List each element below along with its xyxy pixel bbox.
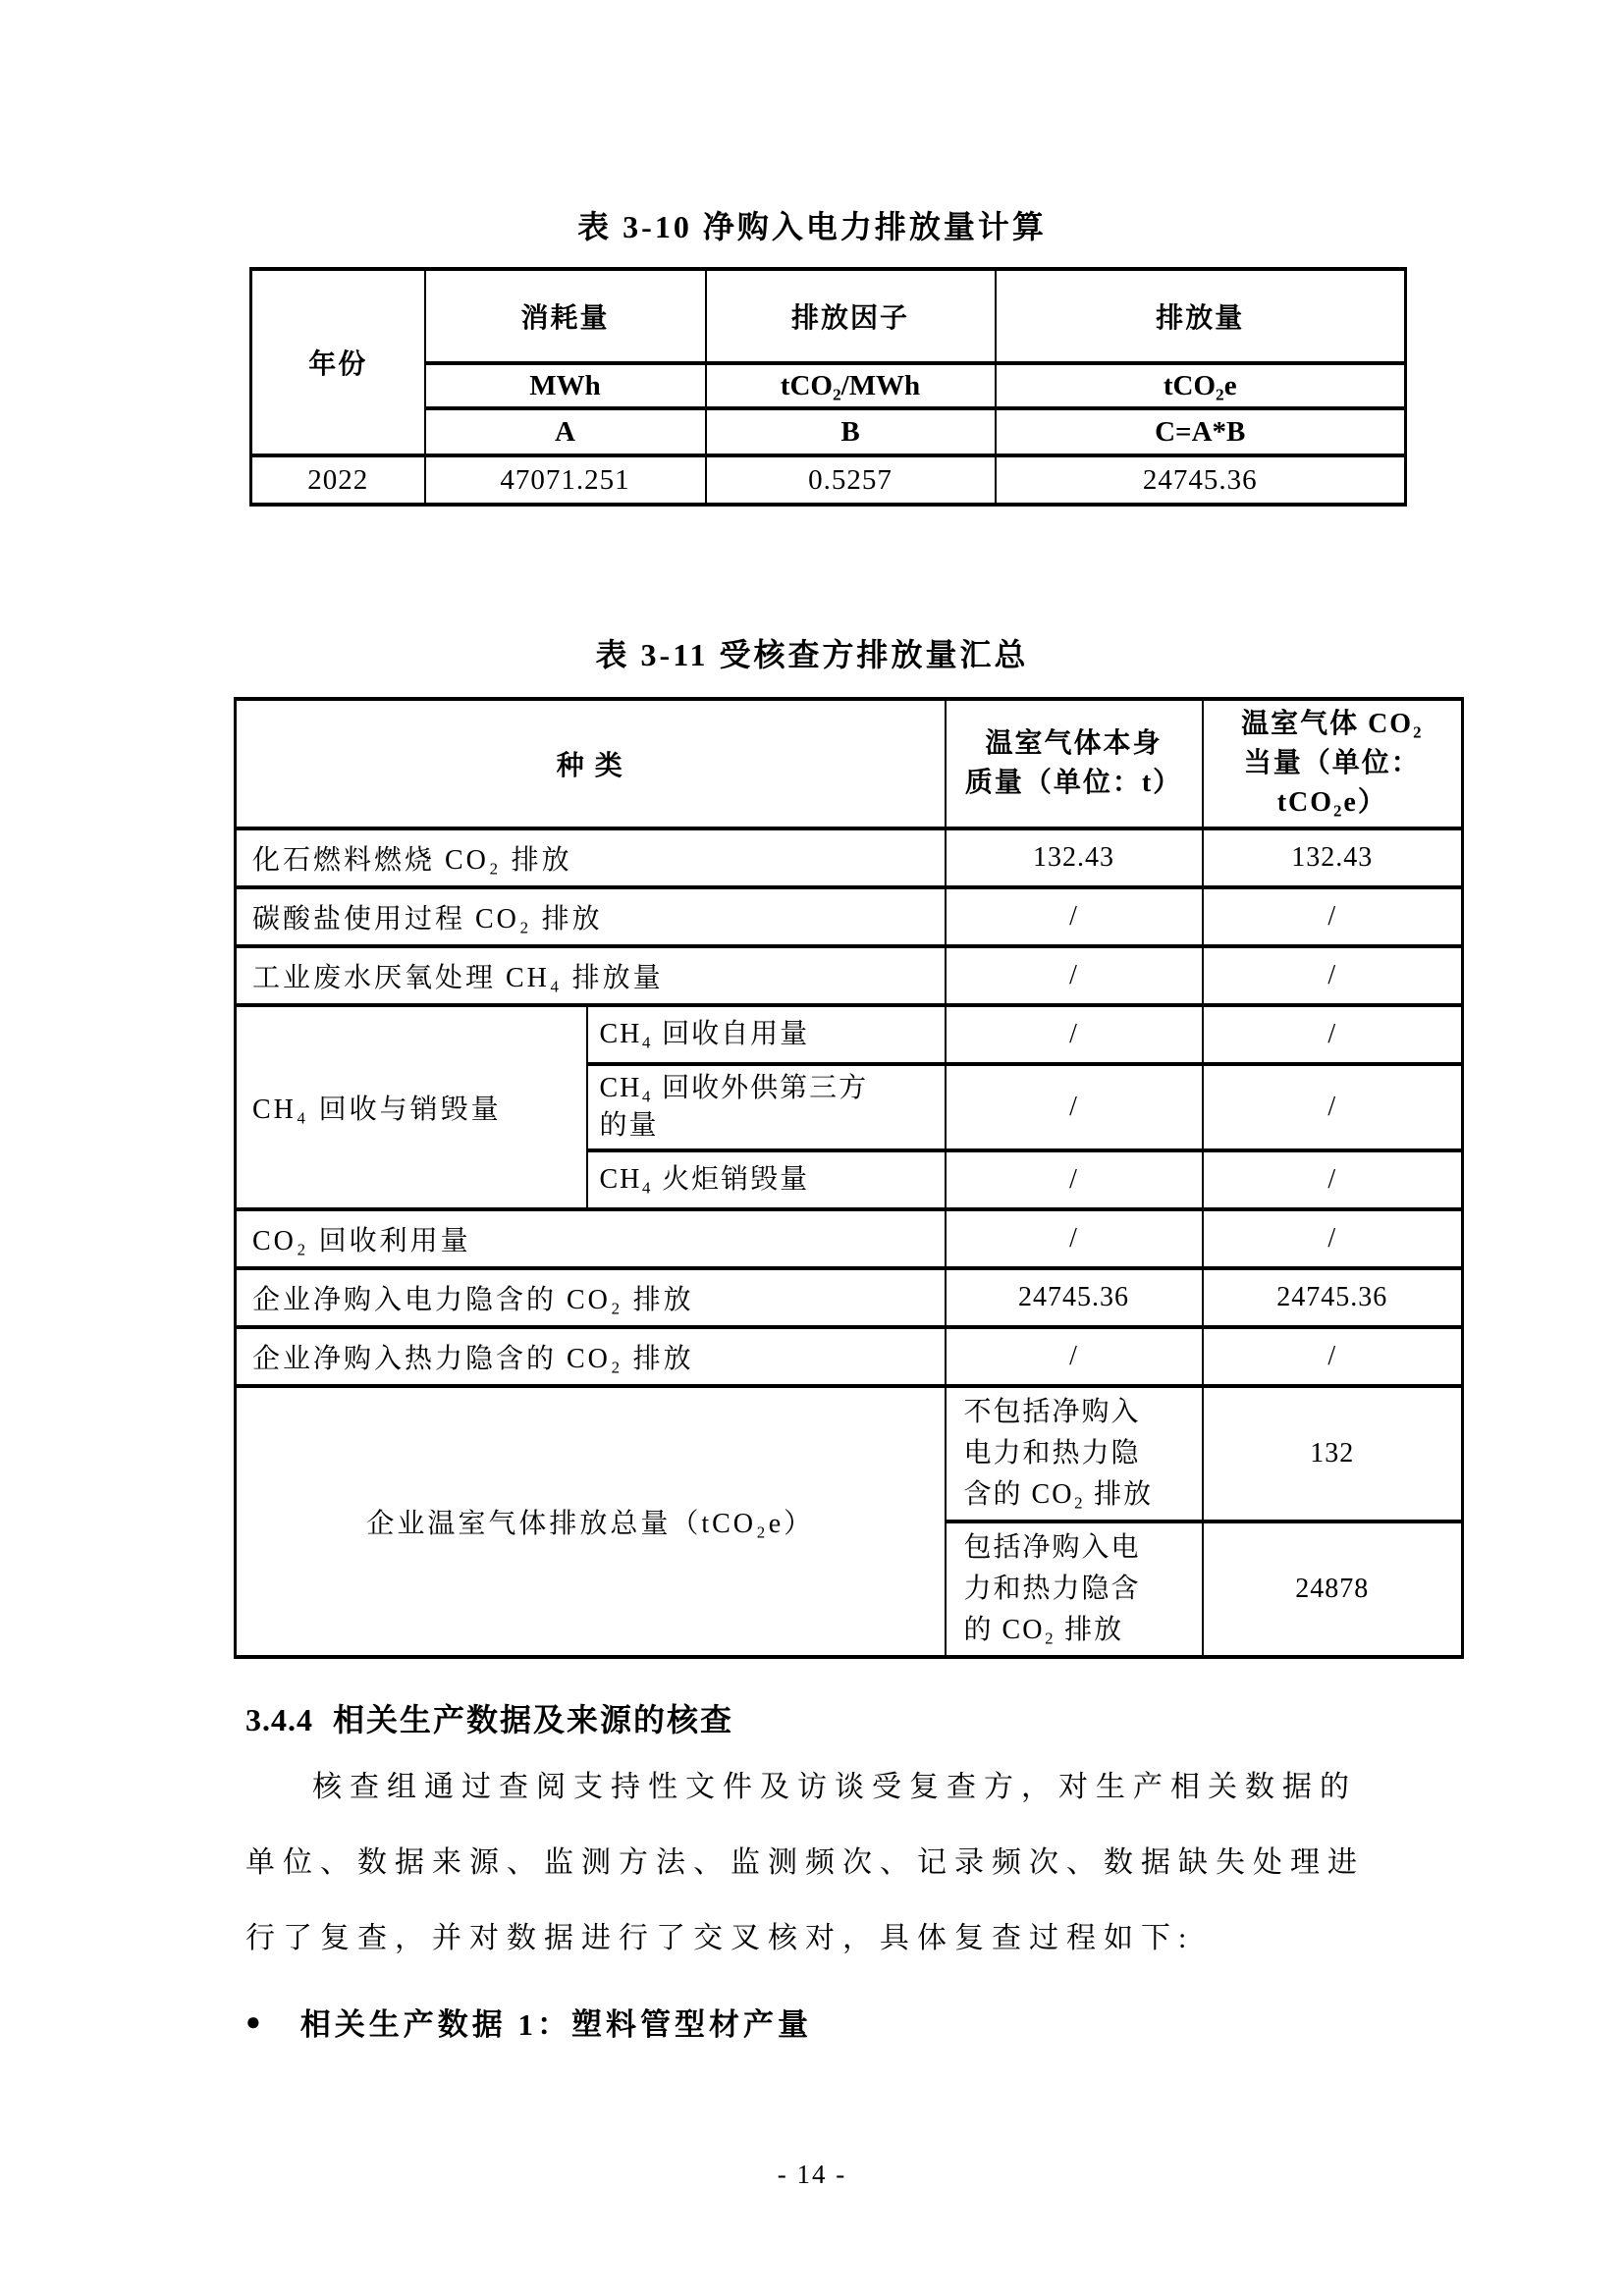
total-breakdown-label [946,1386,1203,1522]
gas-mass-header-line: 质量（单位：t） [964,768,1183,798]
emission-formula: C=A*B [996,408,1406,455]
mass-value: / [946,1327,1203,1386]
ch4-subrow-label-line: CH₄ 回收外供第三方 [599,1073,869,1103]
co2e-value: / [1203,1150,1463,1209]
mass-value: / [946,887,1203,946]
gas-mass-header [946,699,1203,828]
table-row [251,363,1406,408]
table-row [236,887,1463,946]
co2e-header [1203,699,1463,828]
factor-header: 排放因子 [706,269,996,363]
mass-value: / [946,946,1203,1005]
section-heading-number: 3.4.4 [245,1702,313,1737]
mass-value: / [946,1150,1203,1209]
total-breakdown-line: 力和热力隐含 [963,1574,1141,1604]
page-number: - 14 - [777,2160,847,2189]
co2e-header-line: tCO₂e） [1276,787,1387,818]
ch4-subrow-label [587,1150,946,1209]
consumption-unit: MWh [425,363,706,408]
co2e-value: / [1203,1064,1463,1150]
year-header: 年份 [251,269,425,455]
paragraph-line: 单位、数据来源、监测方法、监测频次、记录频次、数据缺失处理进 [245,1846,1365,1879]
total-breakdown-line: 含的 CO₂ 排放 [963,1479,1154,1510]
co2e-value: 24745.36 [1203,1268,1463,1327]
total-value: 132 [1203,1386,1463,1522]
row-label: 企业净购入电力隐含的 CO₂ 排放 [236,1268,946,1327]
body-paragraph [245,1765,1414,1992]
ch4-subrow-label [587,1064,946,1150]
co2e-header-line: 当量（单位： [1243,748,1421,778]
consumption-value: 47071.251 [425,455,706,505]
paragraph-line: 核查组通过查阅支持性文件及访谈受复查方，对生产相关数据的 [312,1771,1357,1803]
co2e-value: 132.43 [1203,828,1463,887]
mass-value: / [946,1064,1203,1150]
co2e-value: / [1203,1327,1463,1386]
section-heading-text: 相关生产数据及来源的核查 [333,1702,734,1737]
table-row [236,1005,1463,1064]
table-3-11-title: 表 3-11 受核查方排放量汇总 [595,637,1029,672]
mass-value: / [946,1209,1203,1268]
mass-value: 132.43 [946,828,1203,887]
table-row [251,455,1406,505]
table-3-11 [234,697,1464,1659]
total-breakdown-label [946,1522,1203,1657]
co2e-value: / [1203,887,1463,946]
ch4-group-label: CH₄ 回收与销毁量 [236,1005,587,1209]
emission-header: 排放量 [996,269,1406,363]
total-breakdown-line: 不包括净购入 [963,1397,1141,1427]
table-3-10 [249,267,1407,507]
co2e-header-line: 温室气体 CO₂ [1241,709,1424,739]
factor-unit: tCO₂/MWh [706,363,996,408]
table-3-10-title: 表 3-10 净购入电力排放量计算 [577,209,1047,244]
factor-value: 0.5257 [706,455,996,505]
table-row [236,946,1463,1005]
table-row [236,828,1463,887]
total-breakdown-line: 包括净购入电 [963,1532,1141,1563]
table-row [236,699,1463,828]
section-heading [245,1695,733,1740]
bullet-icon: ● [245,2006,261,2036]
factor-formula: B [706,408,996,455]
table-row [236,1327,1463,1386]
paragraph-line: 行了复查，并对数据进行了交叉核对，具体复查过程如下: [245,1922,1195,1954]
total-breakdown-line: 的 CO₂ 排放 [963,1615,1124,1645]
row-label: 碳酸盐使用过程 CO₂ 排放 [236,887,946,946]
row-label: 企业净购入热力隐含的 CO₂ 排放 [236,1327,946,1386]
table-row [251,269,1406,363]
gas-mass-header-line: 温室气体本身 [985,728,1163,759]
table-row [251,408,1406,455]
co2e-value: / [1203,1209,1463,1268]
ch4-subrow-label-line: CH₄ 回收自用量 [599,1019,810,1049]
consumption-header: 消耗量 [425,269,706,363]
mass-value: 24745.36 [946,1268,1203,1327]
bullet-item [245,2000,812,2044]
total-breakdown-line: 电力和热力隐 [963,1438,1141,1468]
bullet-item-label: 相关生产数据 1：塑料管型材产量 [299,2007,812,2042]
total-value: 24878 [1203,1522,1463,1657]
ch4-subrow-label-line: CH₄ 火炬销毁量 [599,1164,810,1195]
row-label: CO₂ 回收利用量 [236,1209,946,1268]
co2e-value: / [1203,1005,1463,1064]
table-row [236,1268,1463,1327]
table-row [236,1386,1463,1522]
year-value: 2022 [251,455,425,505]
ch4-subrow-label [587,1005,946,1064]
consumption-formula: A [425,408,706,455]
co2e-value: / [1203,946,1463,1005]
category-header: 种 类 [236,699,946,828]
table-row [236,1209,1463,1268]
emission-unit: tCO₂e [996,363,1406,408]
mass-value: / [946,1005,1203,1064]
row-label: 工业废水厌氧处理 CH₄ 排放量 [236,946,946,1005]
row-label: 化石燃料燃烧 CO₂ 排放 [236,828,946,887]
emission-value: 24745.36 [996,455,1406,505]
ch4-subrow-label-line: 的量 [599,1110,659,1141]
total-group-label: 企业温室气体排放总量（tCO₂e） [236,1386,946,1657]
